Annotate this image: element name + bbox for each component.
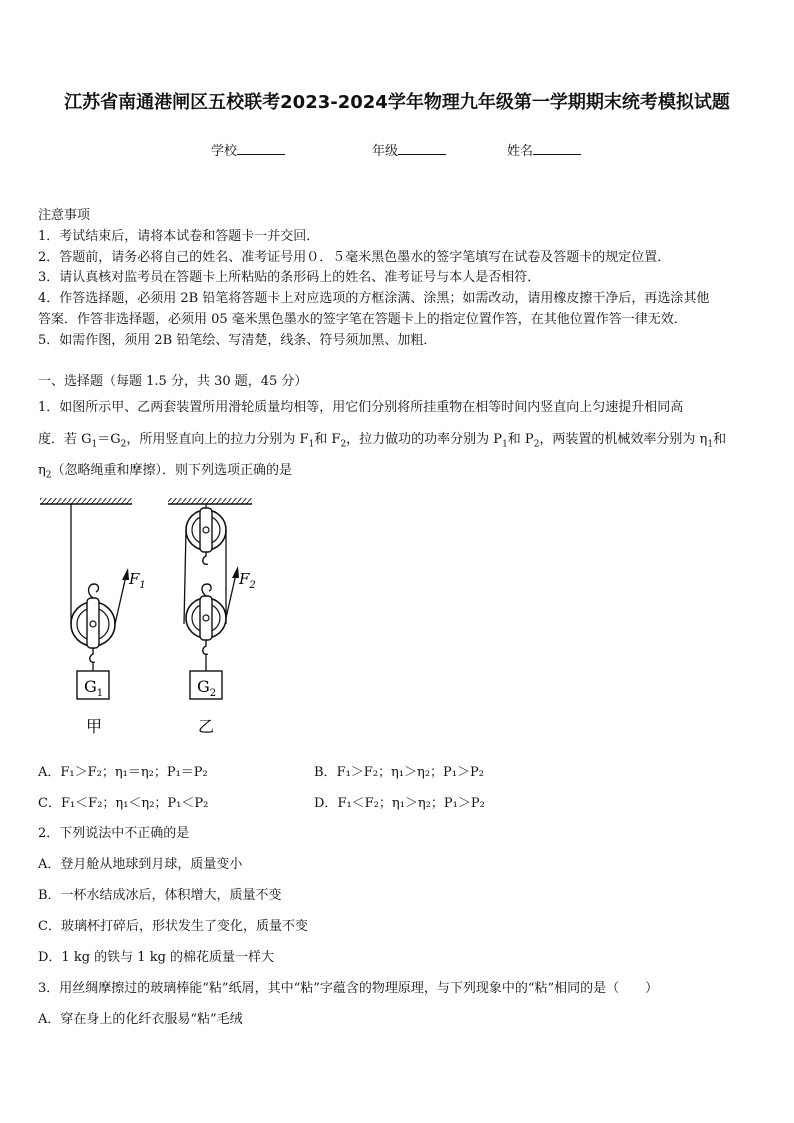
school-blank — [237, 142, 285, 155]
exam-title: 江苏省南通港闸区五校联考2023-2024学年物理九年级第一学期期末统考模拟试题 — [64, 92, 730, 113]
notice-item: 3．请认真核对监考员在答题卡上所粘贴的条形码上的姓名、准考证号与本人是否相符． — [38, 270, 541, 285]
q2-option-c: C．玻璃杯打碎后，形状发生了变化，质量不变 — [38, 919, 308, 934]
q1-option-c: C．F₁＜F₂；η₁＜η₂；P₁＜P₂ — [38, 796, 209, 811]
q3-stem: 3．用丝绸摩擦过的玻璃棒能“粘”纸屑，其中“粘”字蕴含的物理原理，与下列现象中的“粘”相同的是（ ） — [38, 981, 659, 996]
notice-item: 5．如需作图，须用 2B 铅笔绘、写清楚，线条、符号须加黑、加粗． — [38, 333, 437, 348]
figure-label-yi: 乙 — [198, 717, 215, 736]
q1-stem-line2: 度．若 $G_1=G_2$，所用竖直向上的拉力分别为 $F_1$和 $F_2$，拉力做功的功率分别为 $P_1$和 $P_2$，两装置的机械效率分别为 $\eta_1$和 — [38, 432, 727, 450]
q1-stem-line3: $\eta_2$（忽略绳重和摩擦）．则下列选项正确的是 — [38, 463, 293, 481]
force-f1-label: $F_1$ — [129, 570, 146, 591]
q2-option-b: B．一杯水结成冰后，体积增大，质量不变 — [38, 888, 282, 903]
school-label: 学校 — [211, 144, 238, 159]
notice-item: 1．考试结束后，请将本试卷和答题卡一并交回． — [38, 229, 320, 244]
ceiling-left — [40, 498, 132, 504]
grade-field — [372, 140, 446, 159]
name-field — [507, 140, 581, 159]
q2-option-a: A．登月舱从地球到月球，质量变小 — [38, 857, 243, 872]
school-field — [211, 140, 285, 159]
name-label: 姓名 — [507, 144, 534, 159]
grade-blank — [398, 142, 446, 155]
weight-g1-label: $G_1$ — [84, 677, 104, 699]
weight-g2-label: $G_2$ — [197, 677, 217, 699]
name-blank — [533, 142, 581, 155]
movable-pulley-right — [186, 566, 239, 654]
grade-label: 年级 — [372, 144, 399, 159]
q2-option-d: D．1 kg 的铁与 1 kg 的棉花质量一样大 — [38, 950, 275, 965]
ceiling-right — [168, 498, 252, 504]
notice-heading: 注意事项 — [38, 208, 91, 223]
movable-pulley-left — [71, 504, 129, 662]
pulley-figure — [38, 496, 278, 742]
q1-stem-line1: 1．如图所示甲、乙两套装置所用滑轮质量均相等，用它们分别将所挂重物在相等时间内竖直向上匀速提升相同高 — [38, 400, 684, 415]
notice-item: 2．答题前，请务必将自己的姓名、准考证号用０．５毫米黑色墨水的签字笔填写在试卷及答题卡的规定位置． — [38, 250, 671, 265]
q2-stem: 2．下列说法中不正确的是 — [38, 826, 190, 841]
notice-item: 4．作答选择题，必须用 2B 铅笔将答题卡上对应选项的方框涂满、涂黑；如需改动，请用橡皮擦干净后，再选涂其他 — [38, 291, 710, 306]
notice-item: 答案．作答非选择题，必须用 05 毫米黑色墨水的签字笔在答题卡上的指定位置作答，在其他位置作答一律无效． — [38, 312, 687, 327]
q3-option-a: A．穿在身上的化纤衣服易“粘”毛绒 — [38, 1012, 243, 1027]
q1-option-d: D．F₁＜F₂；η₁＞η₂；P₁＞P₂ — [314, 796, 485, 811]
section-heading: 一、选择题（每题 1.5 分，共 30 题，45 分） — [38, 374, 308, 389]
force-f2-label: $F_2$ — [239, 570, 256, 591]
q1-option-a: A．F₁＞F₂；η₁＝η₂；P₁＝P₂ — [38, 765, 208, 780]
figure-label-jia: 甲 — [86, 717, 103, 736]
q1-option-b: B．F₁＞F₂；η₁＞η₂；P₁＞P₂ — [314, 765, 484, 780]
